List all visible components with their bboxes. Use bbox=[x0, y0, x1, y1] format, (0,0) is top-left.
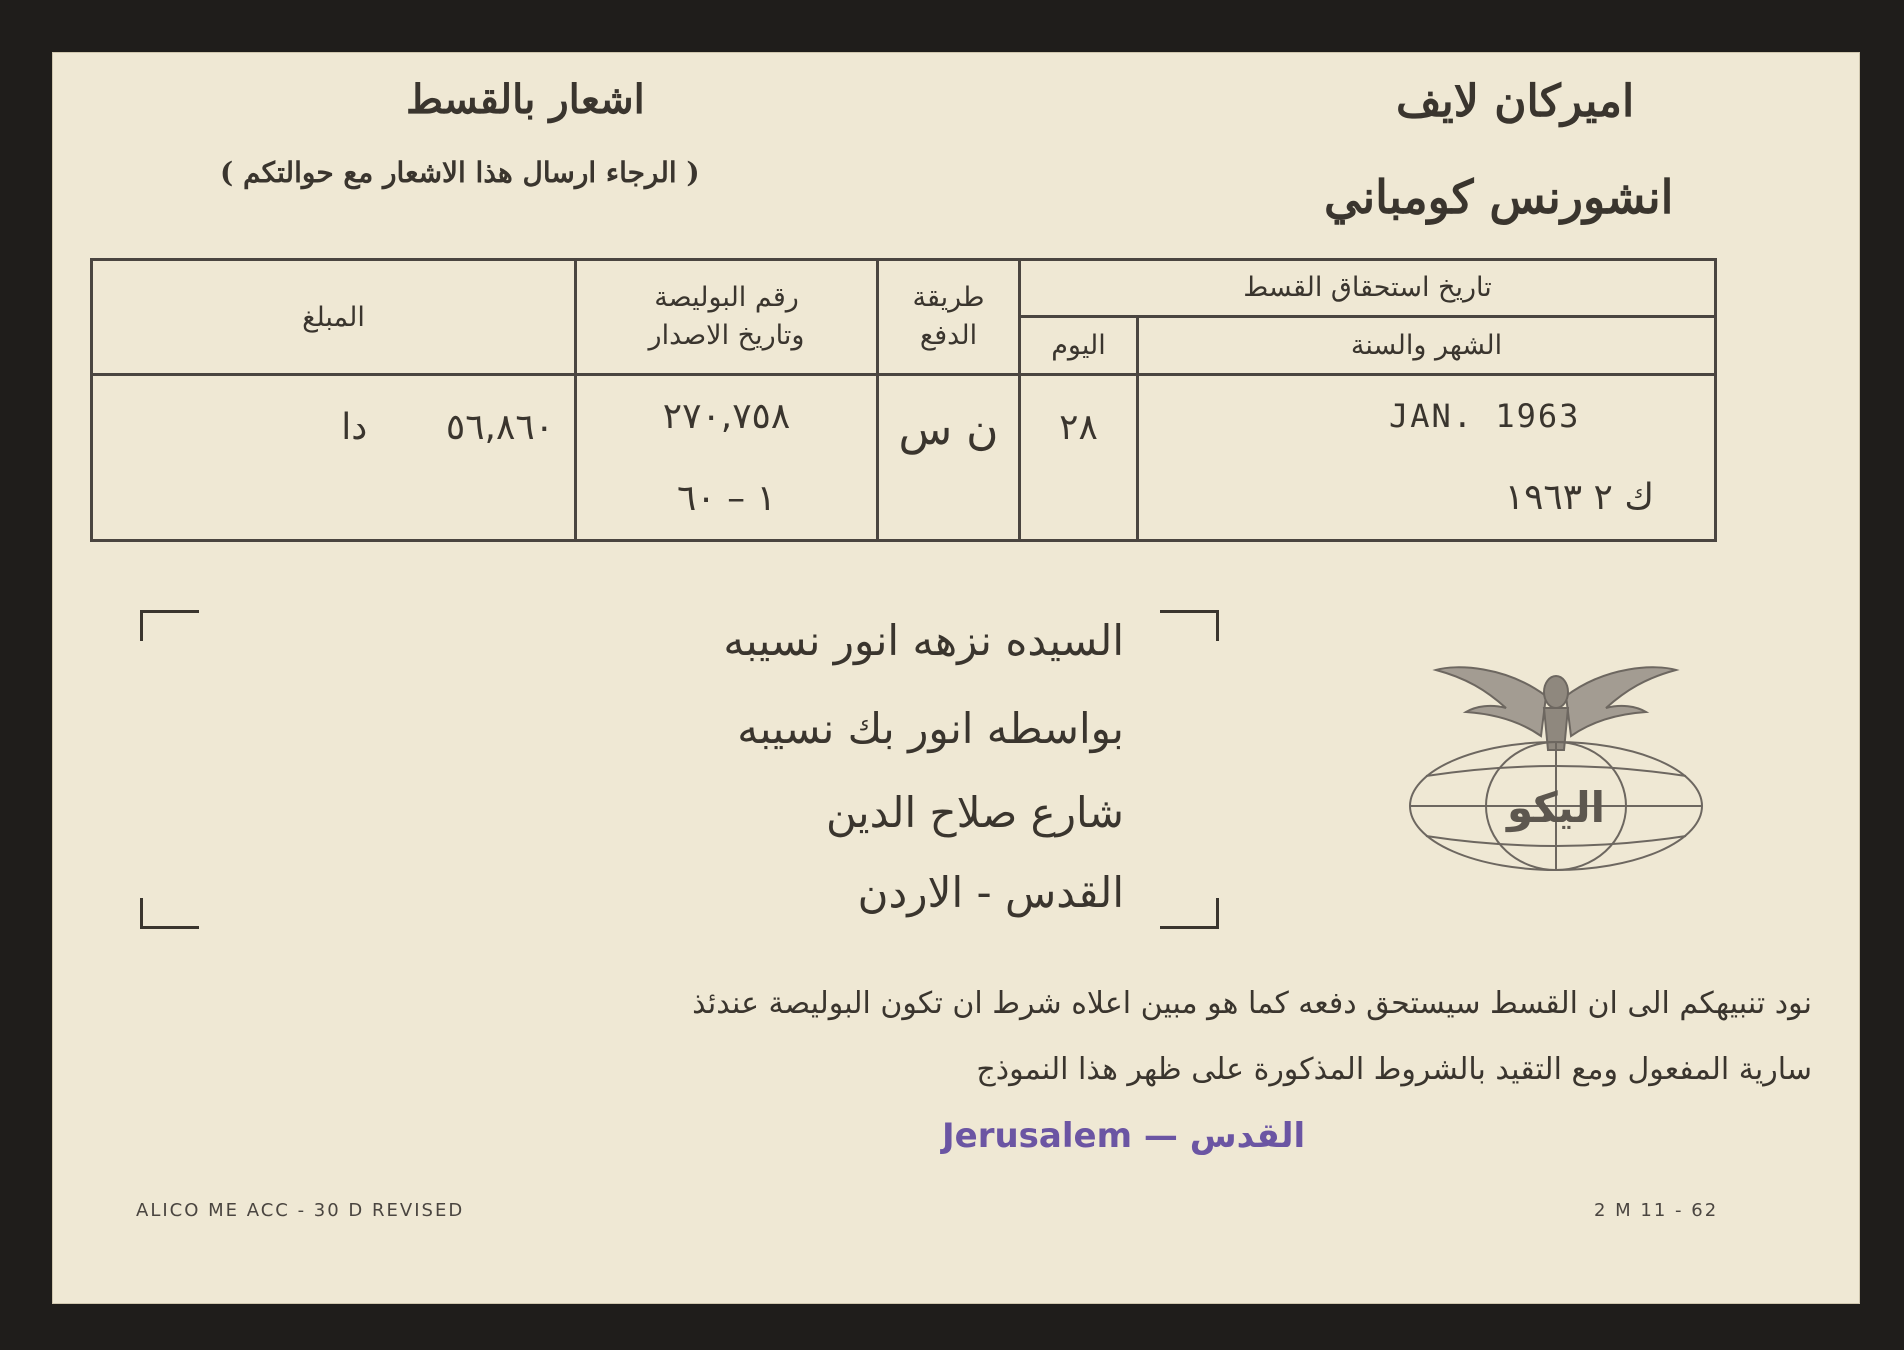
day-cell bbox=[1020, 375, 1138, 541]
payment-method-header-line2: الدفع bbox=[919, 320, 978, 352]
print-code: 2 M 11 - 62 bbox=[1594, 1200, 1719, 1221]
address-bracket-top-right bbox=[1160, 610, 1219, 641]
notice-text-line1: نود تنبيهكم الى ان القسط سيستحق دفعه كما هو مبين اعلاه شرط ان تكون البوليصة عندئذ bbox=[692, 986, 1812, 1021]
premium-details-table bbox=[90, 258, 1717, 542]
payment-method-cell bbox=[878, 375, 1020, 541]
address-bracket-bottom-right bbox=[1160, 898, 1219, 929]
eagle-globe-icon bbox=[1396, 656, 1716, 896]
company-name-line2: انشورنس كومباني bbox=[1324, 170, 1674, 224]
policy-issue-date-value: ١ – ٦٠ bbox=[677, 477, 776, 519]
policy-header bbox=[576, 260, 878, 375]
notice-subtitle: ( الرجاء ارسال هذا الاشعار مع حوالتكم ) bbox=[220, 156, 700, 189]
address-bracket-top-left bbox=[140, 610, 199, 641]
address-line3: شارع صلاح الدين bbox=[825, 788, 1124, 837]
day-header: اليوم bbox=[1020, 316, 1138, 375]
month-year-header: الشهر والسنة bbox=[1138, 316, 1716, 375]
notice-text-line2: سارية المفعول ومع التقيد بالشروط المذكورة على ظهر هذا النموذج bbox=[976, 1052, 1812, 1087]
due-date-header: تاريخ استحقاق القسط bbox=[1020, 260, 1716, 317]
notice-title: اشعار بالقسط bbox=[406, 76, 645, 123]
payment-method-header bbox=[878, 260, 1020, 375]
amount-header: المبلغ bbox=[92, 260, 576, 375]
policy-number-value: ٢٧٠,٧٥٨ bbox=[662, 396, 791, 438]
month-year-value-ar: ك ٢ ١٩٦٣ bbox=[1504, 477, 1654, 519]
company-name-line1: اميركان لايف bbox=[1396, 76, 1635, 127]
emblem-logo-text: اليكو bbox=[1506, 783, 1606, 832]
month-year-cell bbox=[1138, 375, 1716, 541]
address-line2: بواسطه انور بك نسيبه bbox=[737, 704, 1124, 753]
payment-method-header-line1: طريقة bbox=[912, 282, 985, 314]
jerusalem-stamp: Jerusalem — القدس bbox=[942, 1116, 1306, 1156]
policy-header-line1: رقم البوليصة bbox=[654, 282, 799, 314]
payment-method-value: ن س bbox=[898, 404, 999, 456]
policy-cell bbox=[576, 375, 878, 541]
form-code: ALICO ME ACC - 30 D REVISED bbox=[136, 1200, 465, 1221]
amount-value: ٥٦,٨٦٠ bbox=[445, 406, 554, 448]
month-year-value-en: JAN. 1963 bbox=[1389, 397, 1581, 436]
policy-header-line2: وتاريخ الاصدار bbox=[648, 320, 805, 352]
address-line4: القدس - الاردن bbox=[857, 868, 1124, 917]
amount-currency: دا bbox=[341, 406, 368, 448]
amount-cell bbox=[92, 375, 576, 541]
address-bracket-bottom-left bbox=[140, 898, 199, 929]
day-value: ٢٨ bbox=[1059, 406, 1098, 448]
address-line1: السيده نزهه انور نسيبه bbox=[723, 616, 1124, 665]
